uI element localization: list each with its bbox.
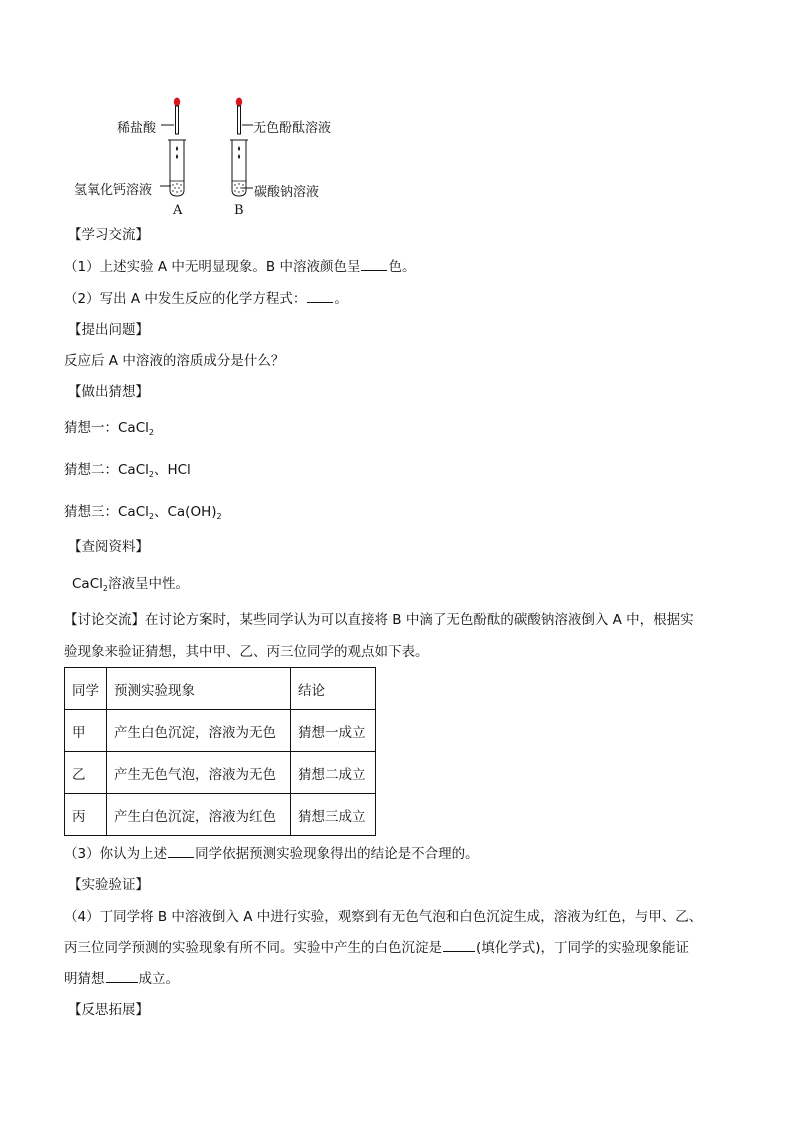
question-1-text: （1）上述实验 A 中无明显现象。B 中溶液颜色呈 — [64, 259, 361, 275]
discussion-line-2: 验现象来验证猜想，其中甲、乙、丙三位同学的观点如下表。 — [64, 644, 429, 660]
hypothesis-1-text: 猜想一：CaCl — [64, 420, 149, 436]
table-cell: 猜想一成立 — [291, 710, 376, 752]
table-row — [65, 710, 376, 752]
question-2 — [64, 290, 348, 308]
subscript: 2 — [148, 470, 154, 479]
table-cell: 丙 — [65, 794, 107, 836]
hypothesis-3-suffix: 、Ca(OH) — [153, 504, 217, 520]
table-cell: 乙 — [65, 752, 107, 794]
reference-note — [72, 575, 189, 598]
section-heading-study: 【学习交流】 — [68, 227, 149, 243]
table-header-row — [65, 668, 376, 710]
hypothesis-3 — [64, 503, 222, 526]
label-calcium-hydroxide: 氢氧化钙溶液 — [74, 183, 153, 198]
table-cell: 产生白色沉淀，溶液为红色 — [107, 794, 291, 836]
hypothesis-2-text: 猜想二：CaCl — [64, 462, 149, 478]
table-header-cell: 同学 — [65, 668, 107, 710]
question-2-text: （2）写出 A 中发生反应的化学方程式： — [64, 291, 307, 307]
reference-formula: CaCl — [72, 576, 103, 592]
question-4-line-2 — [64, 939, 689, 957]
dropper-b — [236, 98, 242, 135]
table-header-cell: 结论 — [291, 668, 376, 710]
section-heading-verification: 【实验验证】 — [68, 877, 149, 893]
question-3 — [64, 845, 479, 863]
subscript: 2 — [148, 512, 154, 521]
label-phenolphthalein: 无色酚酞溶液 — [253, 121, 332, 136]
answer-blank-5[interactable] — [106, 970, 138, 983]
table-cell: 产生无色气泡，溶液为无色 — [107, 752, 291, 794]
reference-text: 溶液呈中性。 — [107, 576, 189, 592]
table-cell: 猜想三成立 — [291, 794, 376, 836]
section-heading-reflection: 【反思拓展】 — [68, 1002, 149, 1018]
tube-a-label: A — [173, 203, 183, 218]
test-tubes-diagram — [0, 0, 794, 230]
question-1 — [64, 258, 415, 276]
table-cell: 猜想二成立 — [291, 752, 376, 794]
subscript: 2 — [216, 512, 222, 521]
question-2-suffix: 。 — [334, 291, 348, 307]
tube-b-label: B — [234, 203, 244, 218]
section-heading-question: 【提出问题】 — [68, 322, 149, 338]
question-4-text: 丙三位同学预测的实验现象有所不同。实验中产生的白色沉淀是 — [64, 940, 442, 956]
table-row — [65, 752, 376, 794]
hypothesis-2 — [64, 461, 191, 484]
answer-blank-4[interactable] — [443, 939, 475, 952]
question-4-suffix: 成立。 — [138, 971, 179, 987]
hypothesis-2-suffix: 、HCl — [153, 462, 191, 478]
question-1-suffix: 色。 — [388, 259, 416, 275]
section-heading-reference: 【查阅资料】 — [68, 539, 149, 555]
hypothesis-1 — [64, 419, 154, 442]
label-dilute-hcl: 稀盐酸 — [117, 121, 157, 136]
subscript: 2 — [102, 584, 108, 593]
label-sodium-carbonate: 碳酸钠溶液 — [254, 185, 320, 200]
answer-blank-1[interactable] — [361, 258, 387, 271]
table-header-cell: 预测实验现象 — [107, 668, 291, 710]
test-tube-a — [168, 140, 186, 196]
subscript: 2 — [148, 428, 154, 437]
question-4-line-1: （4）丁同学将 B 中溶液倒入 A 中进行实验，观察到有无色气泡和白色沉淀生成，溶液为红色，与甲、乙、 — [64, 909, 703, 925]
discussion-line-1: 【讨论交流】在讨论方案时，某些同学认为可以直接将 B 中滴了无色酚酞的碳酸钠溶液倒入 A 中，根据实 — [64, 612, 694, 628]
table-cell: 产生白色沉淀，溶液为无色 — [107, 710, 291, 752]
hypothesis-3-text: 猜想三：CaCl — [64, 504, 149, 520]
question-3-suffix: 同学依据预测实验现象得出的结论是不合理的。 — [195, 846, 479, 862]
answer-blank-3[interactable] — [168, 845, 194, 858]
predictions-table — [64, 667, 376, 836]
question-4-text-end: 明猜想 — [64, 971, 105, 987]
section-heading-hypothesis: 【做出猜想】 — [68, 384, 149, 400]
table-row — [65, 794, 376, 836]
table-cell: 甲 — [65, 710, 107, 752]
dropper-a — [174, 98, 180, 135]
question-4-line-3 — [64, 970, 179, 988]
question-3-text: （3）你认为上述 — [64, 846, 168, 862]
research-question: 反应后 A 中溶液的溶质成分是什么？ — [64, 353, 285, 369]
question-4-text-cont: (填化学式)，丁同学的实验现象能证 — [476, 940, 690, 956]
answer-blank-2[interactable] — [307, 290, 333, 303]
